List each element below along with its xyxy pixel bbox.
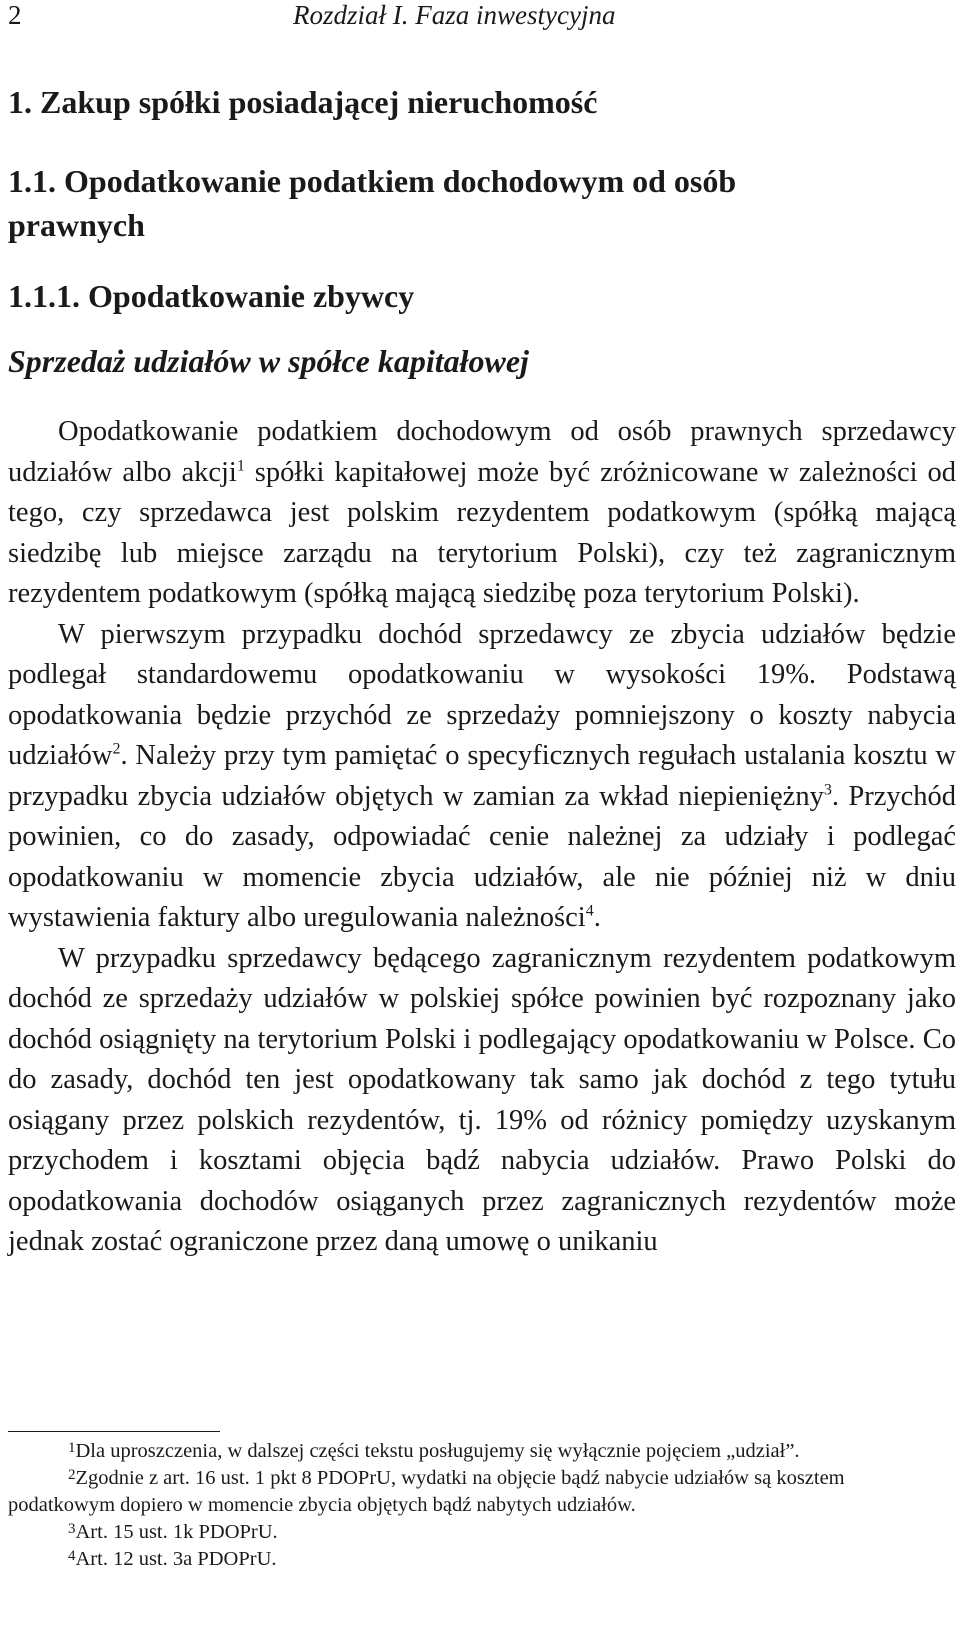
footnote-text: Art. 15 ust. 1k PDOPrU. xyxy=(75,1521,278,1543)
footnote-number: 4 xyxy=(68,1548,76,1564)
paragraph-text: . xyxy=(593,902,601,933)
footnote-number: 2 xyxy=(68,1467,76,1483)
footnote-text: Dla uproszczenia, w dalszej części tekstu posługujemy się wyłącznie pojęciem „udział”. xyxy=(75,1440,800,1462)
footnote-ref: 4 xyxy=(585,902,594,920)
running-head: Rozdział I. Faza inwestycyjna xyxy=(293,0,616,30)
footnote-divider xyxy=(8,1431,220,1432)
footnote xyxy=(8,1465,956,1519)
footnote-ref: 3 xyxy=(823,781,832,798)
page-header xyxy=(8,0,940,34)
footnote-text: Art. 12 ust. 3a PDOPrU. xyxy=(75,1548,277,1570)
paragraph-text: . Należy przy tym pamiętać o specyficznych regułach ustalania kosztu w przypadku zbycia udziałów objętych w zamian za wkład niepieniężny xyxy=(8,740,956,812)
topic-heading: Sprzedaż udziałów w spółce kapitałowej xyxy=(8,343,529,379)
paragraph-2 xyxy=(8,615,956,939)
footnote-number: 3 xyxy=(68,1521,76,1537)
subsubsection-heading: 1.1.1. Opodatkowanie zbywcy xyxy=(8,278,415,314)
section-heading: 1. Zakup spółki posiadającej nieruchomość xyxy=(8,84,598,120)
subsection-heading: 1.1. Opodatkowanie podatkiem dochodowym od osób prawnych xyxy=(8,163,737,243)
footnotes xyxy=(8,1438,956,1573)
footnote xyxy=(8,1438,956,1465)
footnote-ref: 1 xyxy=(236,457,245,474)
footnote-number: 1 xyxy=(68,1440,76,1456)
paragraph-1 xyxy=(8,412,956,615)
footnote-ref: 2 xyxy=(112,740,121,758)
paragraph-text: . Przychód powinien, co do zasady, odpowiadać cenie należnej za udziały i podlegać opodatkowaniu w momencie zbycia udziałów, ale nie później niż w dniu wystawienia faktury albo uregulowania należności xyxy=(8,780,957,933)
footnote xyxy=(8,1546,956,1573)
paragraph-3: W przypadku sprzedawcy będącego zagranicznym rezydentem podatkowym dochód ze sprzedaży udziałów w polskiej spółce powinien być rozpoznany jako dochód osiągnięty na terytorium Polski i podlegający opodatkowaniu w Polsce. Co do zasady, dochód ten jest opodatkowany tak samo jak dochód z tego tytułu osiągany przez polskich rezydentów, tj. 19% od różnicy pomiędzy uzyskanym przychodem i kosztami objęcia bądź nabycia udziałów. Prawo Polski do opodatkowania dochodów osiąganych przez zagranicznych rezydentów może jednak zostać ograniczone przez daną umowę o unikaniu xyxy=(8,942,956,1257)
paragraph-text: spółki kapitałowej może być zróżnicowane w zależności od tego, czy sprzedawca jest polskim rezydentem podatkowym (spółką mającą siedzibę lub miejsce zarządu na terytorium Polski), czy też zagranicznym rezydentem podatkowym (spółką mającą siedzibę poza terytorium Polski). xyxy=(8,456,957,609)
footnote xyxy=(8,1519,956,1546)
paragraph-text: W pierwszym przypadku dochód sprzedawcy ze zbycia udziałów będzie podlegał standardowemu opodatkowaniu w wysokości 19%. Podstawą opodatkowania będzie przychód ze sprzedaży pomniejszony o koszty nabycia udziałów xyxy=(8,618,956,771)
paragraph-text: Opodatkowanie podatkiem dochodowym od osób prawnych sprzedawcy udziałów albo akcji xyxy=(8,416,956,488)
body-text xyxy=(8,412,956,1263)
footnote-text: Zgodnie z art. 16 ust. 1 pkt 8 PDOPrU, wydatki na objęcie bądź nabycie udziałów są kosztem podatkowym dopiero w momencie zbycia objętych bądź nabytych udziałów. xyxy=(8,1467,845,1516)
page-number: 2 xyxy=(8,0,22,30)
